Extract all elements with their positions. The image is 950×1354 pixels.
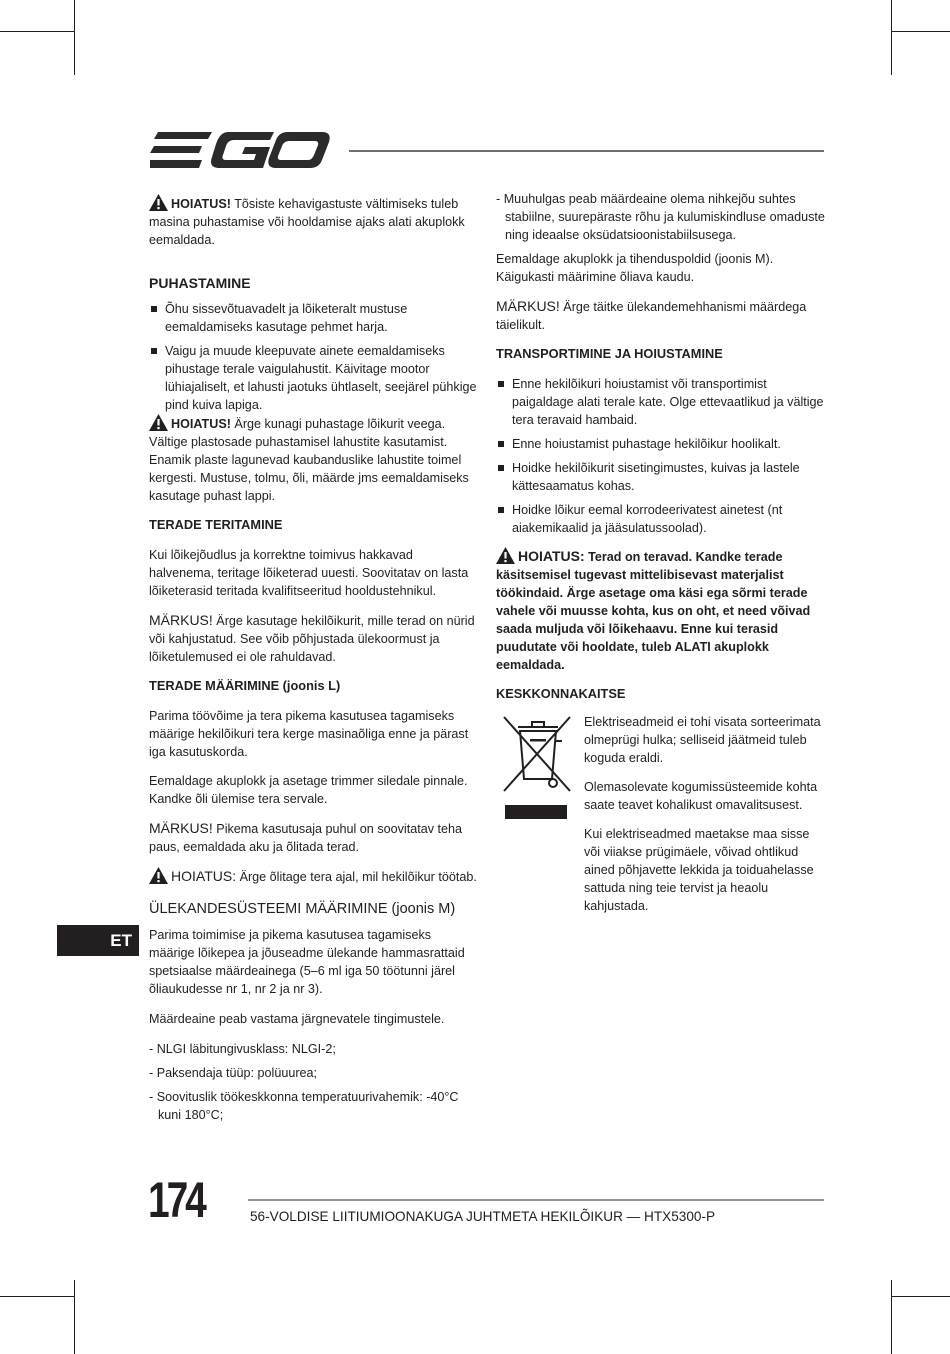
language-tab-label: ET [110, 931, 132, 950]
lubrication-text-2: Eemaldage akuplokk ja asetage trimmer siledale pinnale. Kandke õli ülemise tera servale. [149, 774, 468, 806]
environment-text [584, 713, 824, 926]
warning-triangle-icon [149, 867, 168, 884]
spec-item: - NLGI läbitungivusklass: NLGI-2; [149, 1042, 336, 1056]
crop-mark [74, 0, 75, 75]
list-item: Vaigu ja muude kleepuvate ainete eemaldamiseks pihustage terale vaigulahustit. Käivitage mootor lühiajaliselt, et lahusti jaotuks ühtlaselt, seejärel pühkige pind kuiva lapiga. [149, 342, 479, 414]
crop-mark [0, 1296, 75, 1297]
warning-triangle-icon [149, 194, 168, 211]
section-heading-transport: TRANSPORTIMINE JA HOIUSTAMINE [496, 346, 723, 361]
note-pause [149, 819, 479, 856]
spec-item: - Soovituslik töökeskkonna temperatuurivahemik: -40°C kuni 180°C; [149, 1090, 459, 1122]
note-lead: MÄRKUS! [149, 612, 213, 628]
warning-text: Terad on teravad. Kandke terade käsitsemisel tugevast mittelibisevast materjalist töökindaid. Ärge asetage oma käsi ega sõrmi terade vahele või muusse kohta, kus on oht, et need võivad saada muljuda või lõikehaavu. Enne kui terasid puudutate või hooldate, tuleb ALATI akuplokk eemaldada. [496, 550, 811, 672]
right-column [496, 190, 826, 926]
list-item: Hoidke lõikur eemal korrodeerivatest ainetest (nt aiakemikaalid ja jääsulatussoolad). [496, 501, 826, 537]
language-tab [57, 925, 139, 956]
warning-text: Ärge kunagi puhastage lõikurit veega. Vältige plastosade puhastamisel lahustite kasutamist. Enamik plaste lagunevad kaubanduslike lahustite toimel kergesti. Mustuse, tolmu, õli, määrde jms eemaldamiseks kasutage puhast lappi. [149, 417, 469, 503]
sharpening-text: Kui lõikejõudlus ja korrektne toimivus hakkavad halvenema, teritage lõiketerad uuesti. Soovitatav on lasta lõiketerasid teritada kvalifitseeritud hooldustehnikul. [149, 548, 469, 598]
section-heading-lubrication: TERADE MÄÄRIMINE (joonis L) [149, 678, 341, 693]
warning-text: Ärge õlitage tera ajal, mil hekilõikur töötab. [236, 870, 477, 884]
left-column [149, 194, 479, 1130]
warning-sharp-blades [496, 547, 826, 674]
warning-lead: HOIATUS: [518, 548, 585, 564]
environment-text-2: Olemasolevate kogumissüsteemide kohta saate teavet kohalikust omavalitsusest. [584, 780, 818, 812]
gear-text-1: Parima toimimise ja pikema kasutusea tagamiseks määrige lõikepea ja jõuseadme ülekande hammasrattaid spetsiaalse määrdeainega (5–6 ml iga 50 töötunni järel õliaukudesse nr 1, nr 2 ja nr 3). [149, 928, 465, 996]
warning-text: Tõsiste kehavigastuste vältimiseks tuleb masina puhastamise või hooldamise ajaks alati akuplokk eemaldada. [149, 197, 465, 247]
section-heading-environment: KESKKONNAKAITSE [496, 686, 626, 701]
list-item: Enne hoiustamist puhastage hekilõikur hoolikalt. [496, 435, 826, 453]
crop-mark [891, 31, 950, 32]
list-item: Õhu sissevõtuavadelt ja lõiketeralt mustuse eemaldamiseks kasutage pehmet harja. [149, 300, 479, 336]
warning-triangle-icon [496, 547, 515, 564]
spec-item: - Muuhulgas peab määrdeaine olema nihkejõu suhtes stabiilne, suurepäraste rõhu ja kulumiskindluse omaduste ning ideaalse oksüdatsioonistabiilsusega. [496, 192, 825, 242]
warning-lead: HOIATUS! [171, 197, 231, 211]
note-lead: MÄRKUS! [496, 298, 560, 314]
footer-title: 56-VOLDISE LIITIUMIOONAKUGA JUHTMETA HEKILÕIKUR — HTX5300-P [250, 1209, 716, 1224]
transport-list [496, 375, 826, 537]
warning-triangle-icon [149, 414, 168, 431]
warning-no-water [149, 414, 479, 505]
crop-mark [891, 1296, 950, 1297]
crossed-out-wheelie-bin-icon [496, 713, 574, 926]
crop-mark [891, 0, 892, 75]
warning-lead: HOIATUS: [171, 868, 237, 884]
note-damaged-blades [149, 611, 479, 666]
remove-battery-text: Eemaldage akuplokk ja tihenduspoldid (joonis M). Käigukasti määrimine õliava kaudu. [496, 252, 774, 284]
crop-mark [0, 31, 75, 32]
environment-text-1: Elektriseadmeid ei tohi visata sorteerimata olmeprügi hulka; selliseid jäätmeid tuleb koguda eraldi. [584, 715, 821, 765]
note-lead: MÄRKUS! [149, 820, 213, 836]
crop-mark [891, 1280, 892, 1354]
section-heading-sharpening: TERADE TERITAMINE [149, 517, 283, 532]
section-heading-cleaning: PUHASTAMINE [149, 275, 251, 291]
environment-block [496, 713, 826, 926]
environment-text-3: Kui elektriseadmed maetakse maa sisse või viiakse prügimäele, võivad ohtlikud ained põhjavette lekkida ja toiduahelasse sattuda ning teie tervist ja heaolu kahjustada. [584, 827, 814, 913]
cleaning-list [149, 300, 479, 414]
warning-lead: HOIATUS! [171, 417, 231, 431]
list-item: Hoidke hekilõikurit sisetingimustes, kuivas ja lastele kättesaamatus kohas. [496, 459, 826, 495]
page-number: 174 [148, 1172, 204, 1228]
header-rule [349, 150, 824, 152]
list-item: Enne hekilõikuri hoiustamist või transportimist paigaldage alati terale kate. Olge ettevaatlikud ja vältige tera teravaid hambaid. [496, 375, 826, 429]
note-text: Ärge kasutage hekilõikurit, mille terad on nürid või kahjustatud. See võib põhjustada ülekoormust ja lõiketulemused ei ole rahuldavad. [149, 614, 475, 664]
gear-text-2: Määrdeaine peab vastama järgnevatele tingimustele. [149, 1012, 445, 1026]
note-text: Ärge täitke ülekandemehhanismi määrdega täielikult. [496, 300, 807, 332]
note-do-not-fill [496, 297, 826, 334]
crop-mark [74, 1280, 75, 1354]
section-heading-gear-lubrication: ÜLEKANDESÜSTEEMI MÄÄRIMINE (joonis M) [149, 901, 456, 917]
warning-do-not-oil-running [149, 867, 479, 886]
warning-remove-battery [149, 194, 479, 249]
note-text: Pikema kasutusaja puhul on soovitatav teha paus, eemaldada aku ja õlitada terad. [149, 822, 463, 854]
lubrication-text-1: Parima töövõime ja tera pikema kasutusea tagamiseks määrige hekilõikuri tera kerge masinaõliga enne ja pärast iga kasutuskorda. [149, 709, 469, 759]
footer-rule [248, 1199, 824, 1201]
brand-logo [150, 130, 332, 170]
spec-item: - Paksendaja tüüp: polüuurea; [149, 1066, 318, 1080]
